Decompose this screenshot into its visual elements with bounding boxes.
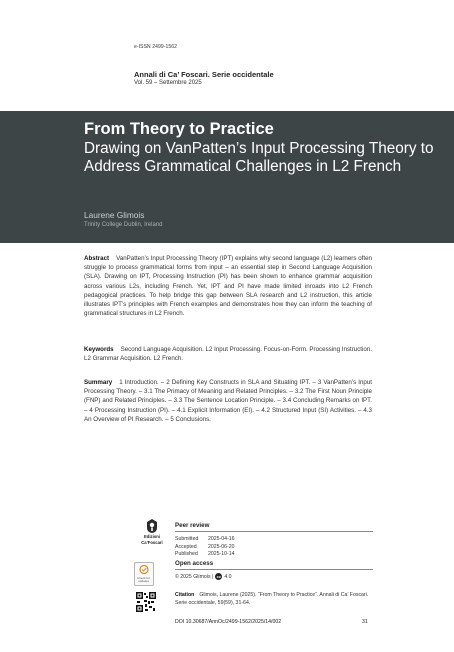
date-value: 2025-04-16 bbox=[208, 536, 235, 542]
date-label: Published bbox=[175, 551, 198, 558]
citation bbox=[175, 592, 373, 607]
keywords bbox=[84, 345, 372, 363]
qr-code-icon[interactable] bbox=[136, 592, 156, 612]
license-line bbox=[175, 573, 232, 580]
table-row bbox=[175, 551, 235, 559]
publisher-line2: Ca’Foscari bbox=[141, 539, 163, 545]
issn: e-ISSN 2499-1562 bbox=[134, 44, 178, 50]
author-name: Laurene Glimois bbox=[84, 210, 145, 220]
abstract-label: Abstract bbox=[84, 255, 110, 262]
date-label: Accepted bbox=[175, 543, 197, 550]
keywords-text: Second Language Acquisition. L2 Input Processing. Focus-on-Form. Processing Instruction. L2 Grammar Acquisition. L2 French. bbox=[84, 346, 372, 363]
summary bbox=[84, 378, 372, 424]
date-value: 2025-10-14 bbox=[208, 551, 235, 558]
table-row bbox=[175, 536, 235, 544]
citation-label: Citation bbox=[175, 592, 195, 598]
check-updates-line1: Check for bbox=[137, 576, 150, 580]
publisher-emblem-icon bbox=[145, 518, 159, 534]
abstract bbox=[84, 254, 372, 318]
divider bbox=[175, 531, 373, 532]
peer-review-dates bbox=[175, 536, 235, 559]
keywords-label: Keywords bbox=[84, 346, 114, 353]
check-updates-line2: updates bbox=[138, 579, 149, 584]
article-subtitle: Drawing on VanPatten’s Input Processing Theory to Address Grammatical Challenges in L2 French bbox=[84, 140, 434, 176]
volume-info: Vol. 59 – Settembre 2025 bbox=[134, 80, 202, 86]
summary-text: 1 Introduction. – 2 Defining Key Constructs in SLA and Situating IPT. – 3 VanPatten’s Input Processing Theory. – 3.1 The Primacy of Meaning and Related Principles. – 3.2 The First Noun Principle (FNP) and Related Principles. – 3.3 The Sentence Location Principle. – 3.4 Concluding Remarks on IPT. – 4 Processing Instruction (PI). – 4.1 Explicit Information (EI). – 4.2 Structured Input (SI) Activities. – 4.3 An Overview of PI Research. – 5 Conclusions. bbox=[84, 379, 372, 423]
publisher-logo bbox=[134, 518, 170, 545]
article-title: From Theory to Practice bbox=[84, 120, 274, 138]
cc-license-icon[interactable]: cc bbox=[216, 574, 222, 579]
citation-text: Glimois, Laurene (2025). “From Theory to Practice”. Annali di Ca’ Foscari. Serie occidentale, 59(59), 31-64. bbox=[175, 592, 369, 606]
check-updates-icon bbox=[135, 563, 153, 575]
page-number: 31 bbox=[362, 619, 368, 625]
author-affiliation: Trinity College Dublin, Ireland bbox=[84, 222, 163, 228]
open-access-title: Open access bbox=[175, 560, 214, 567]
date-value: 2025-06-20 bbox=[208, 543, 235, 550]
journal-name: Annali di Ca’ Foscari. Serie occidentale bbox=[134, 70, 274, 79]
publisher-line1: Edizioni bbox=[143, 534, 161, 539]
cc-version: 4.0 bbox=[224, 573, 232, 580]
divider bbox=[175, 569, 373, 570]
date-label: Submitted bbox=[175, 536, 199, 542]
check-updates-label bbox=[134, 577, 153, 583]
license-text: © 2025 Glimois | bbox=[175, 573, 214, 580]
abstract-text: VanPatten’s Input Processing Theory (IPT) explains why second language (L2) learners often struggle to process grammatical forms from input – an essential step in Second Language Acquisition (SLA). Drawing on IPT, Processing Instruction (PI) has been shown to enhance grammar acquisition across various L2s, including French. Yet, IPT and PI have made limited inroads into L2 French pedagogical practices. To help bridge this gap between SLA research and L2 instruction, this article illustrates IPT’s principles with French examples and demonstrates how they can inform the teaching of grammatical structures in L2 French. bbox=[84, 255, 372, 318]
doi-link[interactable]: DOI 10.30687/AnnOc/2499-1562/2025/14/002 bbox=[175, 619, 282, 625]
summary-label: Summary bbox=[84, 379, 113, 386]
peer-review-title: Peer review bbox=[175, 522, 210, 529]
table-row bbox=[175, 544, 235, 552]
